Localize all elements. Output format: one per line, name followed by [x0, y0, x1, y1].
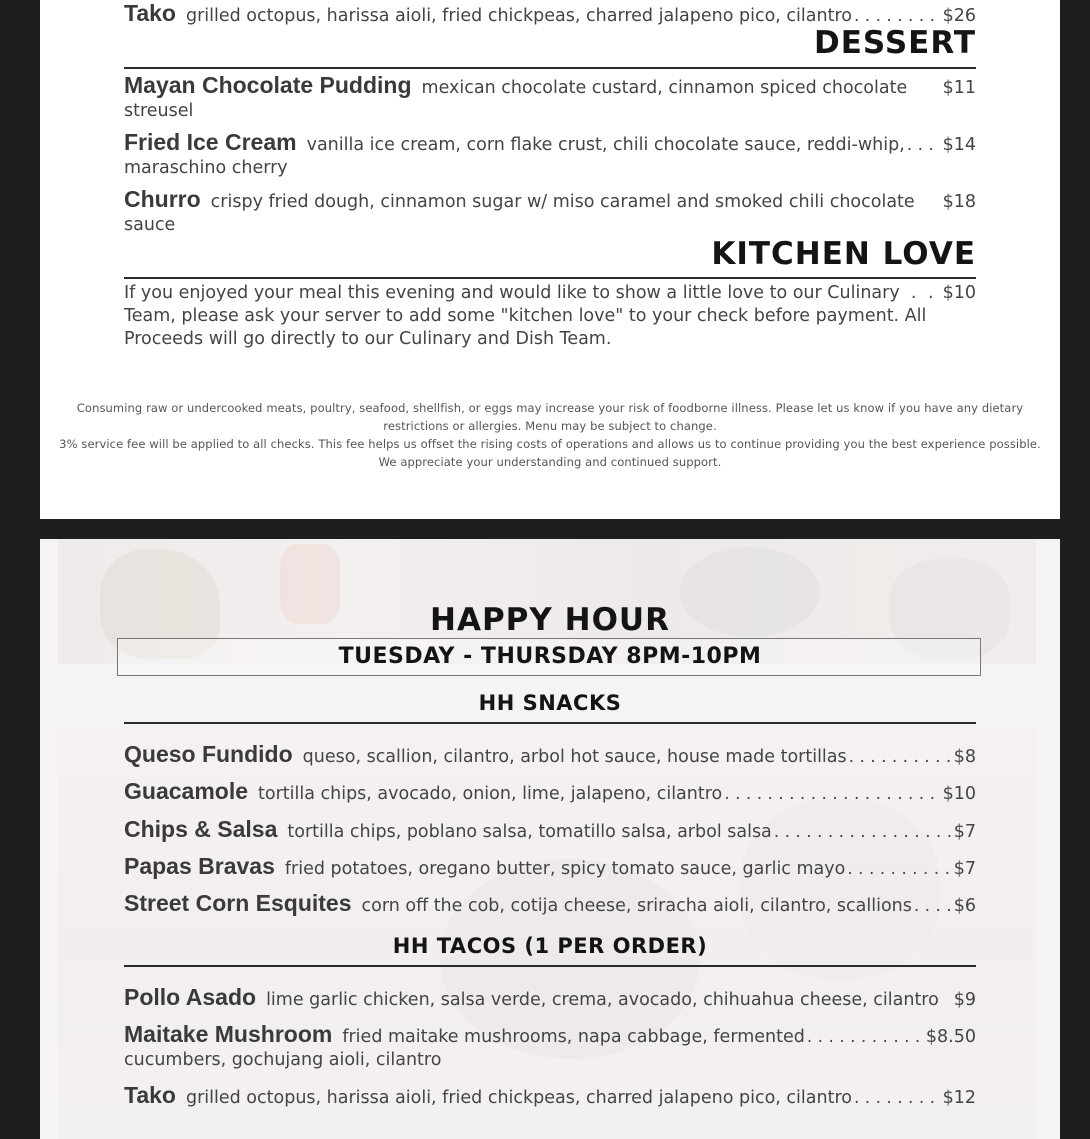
leader-dots	[774, 821, 952, 844]
item-price: $8.50	[925, 1027, 976, 1047]
leader-dots	[807, 1026, 924, 1049]
item-name: Fried Ice Cream	[124, 129, 297, 155]
item-description-continued: sauce	[124, 215, 176, 235]
hh-snacks-heading: HH SNACKS	[478, 691, 622, 715]
item-name: Churro	[124, 186, 201, 212]
item-description: fried maitake mushrooms, napa cabbage, fermented	[342, 1027, 805, 1047]
item-description: fried potatoes, oregano butter, spicy tomato sauce, garlic mayo	[284, 859, 846, 879]
kitchen-love-line: If you enjoyed your meal this evening and would like to show a little love to our Culinary	[124, 283, 900, 303]
menu-item-taco	[124, 986, 976, 1012]
item-description-continued: maraschino cherry	[124, 158, 288, 178]
hh-tacos-heading: HH TACOS (1 PER ORDER)	[392, 934, 708, 958]
kitchen-love-text	[124, 282, 976, 351]
item-name: Queso Fundido	[124, 741, 293, 767]
schedule-text: TUESDAY - THURSDAY 8PM-10PM	[338, 644, 762, 669]
item-price: $7	[953, 822, 976, 842]
leader-dots	[847, 858, 951, 881]
item-name: Maitake Mushroom	[124, 1021, 333, 1047]
item-name: Guacamole	[124, 778, 248, 804]
item-name: Pollo Asado	[124, 984, 257, 1010]
item-description: vanilla ice cream, corn flake crust, chili chocolate sauce, reddi-whip,	[306, 135, 905, 155]
menu-item-snack	[124, 892, 976, 918]
fine-print-line: Consuming raw or undercooked meats, poultry, seafood, shellfish, or eggs may increase your risk of foodborne illness. Please let us know if you have any dietary	[76, 401, 1024, 415]
menu-page-happy-hour	[40, 539, 1060, 1139]
item-price: $14	[942, 135, 976, 155]
menu-page-dessert	[40, 0, 1060, 519]
item-name: Mayan Chocolate Pudding	[124, 72, 412, 98]
leader-dots	[914, 895, 952, 918]
item-price: $12	[942, 1088, 976, 1108]
menu-item-dessert	[124, 188, 976, 237]
menu-item-dessert	[124, 131, 976, 180]
item-price: $9	[953, 990, 976, 1010]
item-description: mexican chocolate custard, cinnamon spiced chocolate	[421, 78, 908, 98]
item-price: $6	[953, 896, 976, 916]
leader-dots	[854, 1087, 941, 1110]
item-price: $7	[953, 859, 976, 879]
item-description: queso, scallion, cilantro, arbol hot sauce, house made tortillas	[302, 747, 847, 767]
kitchen-love-line: Team, please ask your server to add some "kitchen love" to your check before payment. All	[124, 306, 927, 326]
leader-dots	[724, 783, 940, 806]
item-price: $8	[953, 747, 976, 767]
fine-print-line: restrictions or allergies. Menu may be subject to change.	[383, 419, 717, 433]
item-description: tortilla chips, avocado, onion, lime, jalapeno, cilantro	[258, 784, 723, 804]
fine-print-line: 3% service fee will be applied to all checks. This fee helps us offset the rising costs of operations and allows us to continue providing you the best experience possible.	[59, 437, 1041, 451]
menu-item-taco	[124, 1084, 976, 1110]
dessert-heading: DESSERT	[814, 25, 976, 61]
item-description-continued: streusel	[124, 101, 194, 121]
fine-print	[40, 399, 1060, 471]
item-description: grilled octopus, harissa aioli, fried chickpeas, charred jalapeno pico, cilantro	[185, 1088, 852, 1108]
item-name: Chips & Salsa	[124, 816, 278, 842]
item-name: Tako	[124, 0, 176, 26]
menu-item-snack	[124, 743, 976, 769]
item-name: Papas Bravas	[124, 853, 275, 879]
divider	[124, 722, 976, 724]
item-price: $11	[942, 78, 976, 98]
kitchen-love-line: Proceeds will go directly to our Culinary and Dish Team.	[124, 329, 612, 349]
divider	[124, 67, 976, 69]
item-description: tortilla chips, poblano salsa, tomatillo salsa, arbol salsa	[287, 822, 772, 842]
divider	[124, 277, 976, 279]
divider	[124, 965, 976, 967]
item-description: corn off the cob, cotija cheese, sriracha aioli, cilantro, scallions	[361, 896, 912, 916]
item-description-continued: cucumbers, gochujang aioli, cilantro	[124, 1050, 442, 1070]
item-price: $18	[942, 192, 976, 212]
fine-print-line: We appreciate your understanding and continued support.	[378, 455, 722, 469]
item-name: Street Corn Esquites	[124, 890, 352, 916]
leader-dots	[907, 134, 941, 157]
item-name: Tako	[124, 1082, 176, 1108]
item-price: $26	[942, 6, 976, 26]
happy-hour-title: HAPPY HOUR	[430, 602, 670, 638]
menu-item-taco	[124, 1023, 976, 1072]
menu-item-snack	[124, 780, 976, 806]
item-price: $10	[942, 283, 976, 303]
menu-item-snack	[124, 855, 976, 881]
item-description: grilled octopus, harissa aioli, fried chickpeas, charred jalapeno pico, cilantro	[185, 6, 852, 26]
item-description: lime garlic chicken, salsa verde, crema, avocado, chihuahua cheese, cilantro	[266, 990, 939, 1010]
leader-dots: . .	[910, 283, 937, 303]
menu-item-dessert	[124, 74, 976, 123]
item-description: crispy fried dough, cinnamon sugar w/ miso caramel and smoked chili chocolate	[210, 192, 915, 212]
item-price: $10	[942, 784, 976, 804]
kitchen-love-heading: KITCHEN LOVE	[711, 236, 976, 272]
leader-dots	[849, 746, 952, 769]
menu-item-snack	[124, 818, 976, 844]
